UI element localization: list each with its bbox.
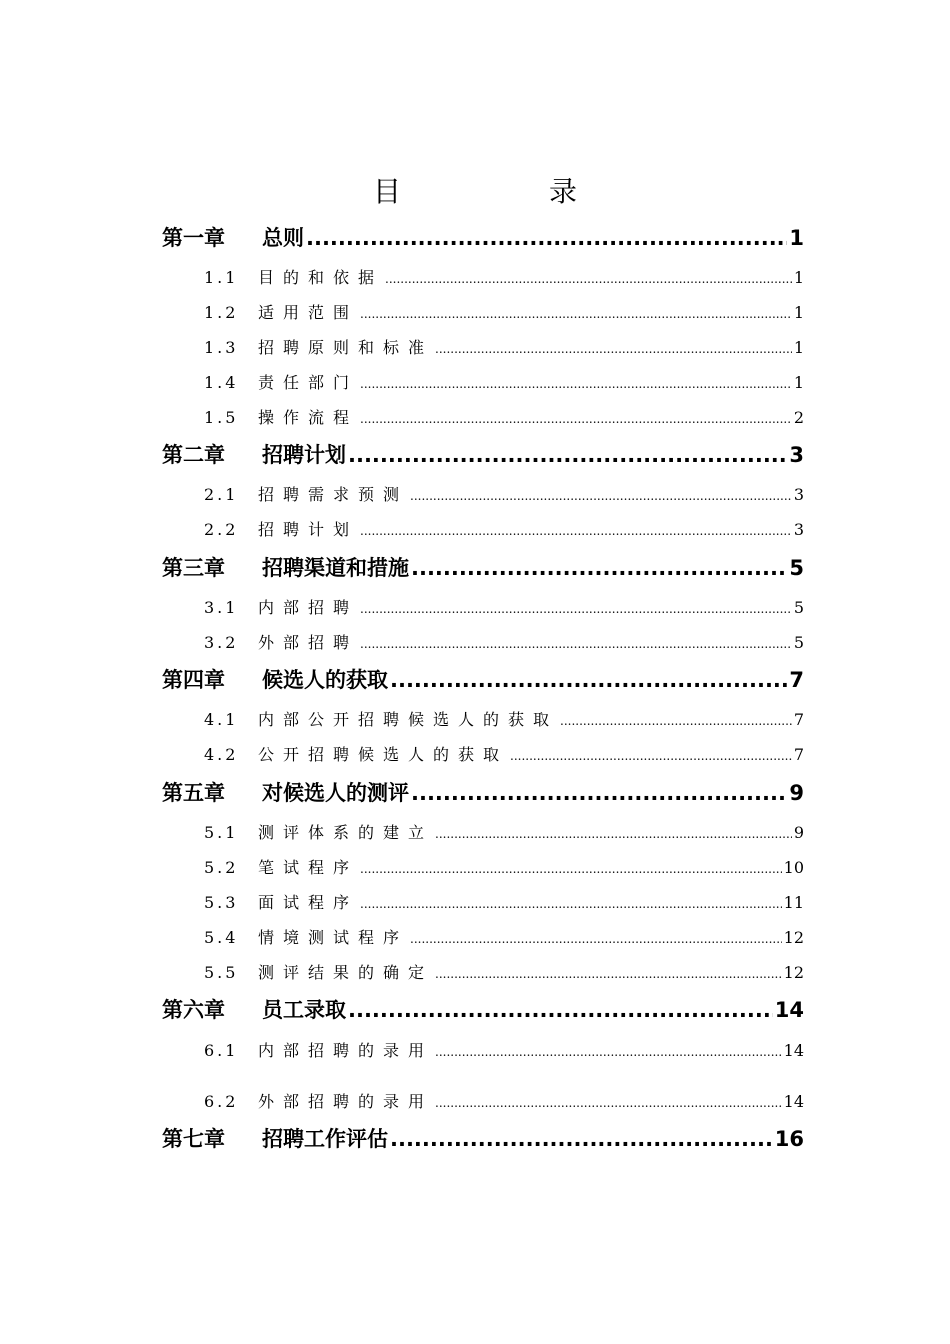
page-number: 14: [783, 1092, 804, 1111]
chapter-title: 对候选人的测评: [262, 781, 409, 805]
dot-leader: [435, 337, 792, 361]
section-number: 1.4: [204, 373, 239, 392]
chapter-title: 候选人的获取: [262, 668, 388, 692]
page-number: 10: [783, 858, 804, 877]
dot-leader: [510, 744, 792, 768]
toc-section-entry[interactable]: [204, 1090, 804, 1115]
toc-chapter-entry[interactable]: [162, 553, 804, 583]
section-number: 6.2: [204, 1092, 239, 1111]
section-number: 1.1: [204, 268, 239, 287]
toc-section-entry[interactable]: [204, 406, 804, 431]
section-number: 5.4: [204, 928, 239, 947]
toc-section-entry[interactable]: [204, 336, 804, 361]
chapter-number: 第五章: [162, 781, 225, 805]
dot-leader: [410, 484, 792, 508]
toc-section-entry[interactable]: [204, 483, 804, 508]
dot-leader: [390, 665, 787, 695]
toc-section-entry[interactable]: [204, 856, 804, 881]
section-number: 1.2: [204, 303, 239, 322]
page-number: 7: [789, 668, 804, 692]
chapter-title: 招聘计划: [262, 443, 346, 467]
section-number: 1.3: [204, 338, 239, 357]
section-title: 内部公开招聘候选人的获取: [258, 710, 559, 729]
section-number: 2.2: [204, 520, 239, 539]
dot-leader: [385, 267, 792, 291]
toc-section-entry[interactable]: [204, 926, 804, 951]
dot-leader: [435, 822, 792, 846]
page-number: 9: [789, 781, 804, 805]
section-title: 外部招聘的录用: [258, 1092, 434, 1111]
toc-chapter-entry[interactable]: [162, 1124, 804, 1154]
toc-chapter-entry[interactable]: [162, 440, 804, 470]
section-number: 5.1: [204, 823, 239, 842]
section-number: 6.1: [204, 1041, 239, 1060]
dot-leader: [360, 302, 792, 326]
page-number: 14: [783, 1041, 804, 1060]
dot-leader: [360, 597, 792, 621]
toc-section-entry[interactable]: [204, 518, 804, 543]
chapter-number: 第二章: [162, 443, 225, 467]
page-number: 3: [789, 443, 804, 467]
section-title: 笔试程序: [258, 858, 359, 877]
chapter-number: 第七章: [162, 1127, 225, 1151]
section-title: 适用范围: [258, 303, 359, 322]
section-title: 面试程序: [258, 893, 359, 912]
page-number: 3: [793, 485, 804, 504]
dot-leader: [360, 407, 792, 431]
section-number: 5.5: [204, 963, 239, 982]
toc-section-entry[interactable]: [204, 1039, 804, 1064]
toc-section-entry[interactable]: [204, 743, 804, 768]
toc-section-entry[interactable]: [204, 301, 804, 326]
toc-section-entry[interactable]: [204, 891, 804, 916]
dot-leader: [348, 440, 787, 470]
page-number: 5: [789, 556, 804, 580]
section-title: 招聘需求预测: [258, 485, 409, 504]
dot-leader: [435, 1040, 782, 1064]
chapter-title: 员工录取: [262, 998, 346, 1022]
page-number: 3: [793, 520, 804, 539]
section-number: 5.3: [204, 893, 239, 912]
dot-leader: [390, 1124, 773, 1154]
section-title: 测评体系的建立: [258, 823, 434, 842]
chapter-number: 第一章: [162, 226, 225, 250]
page-number: 9: [793, 823, 804, 842]
dot-leader: [348, 995, 773, 1025]
chapter-title: 招聘渠道和措施: [262, 556, 409, 580]
page-number: 11: [783, 893, 804, 912]
toc-chapter-entry[interactable]: [162, 223, 804, 253]
page-number: 1: [793, 268, 804, 287]
chapter-title: 总则: [262, 226, 304, 250]
toc-section-entry[interactable]: [204, 596, 804, 621]
toc-section-entry[interactable]: [204, 708, 804, 733]
section-number: 1.5: [204, 408, 239, 427]
toc-section-entry[interactable]: [204, 266, 804, 291]
page-number: 5: [793, 633, 804, 652]
page-number: 1: [793, 303, 804, 322]
dot-leader: [360, 519, 792, 543]
dot-leader: [411, 553, 787, 583]
chapter-number: 第四章: [162, 668, 225, 692]
dot-leader: [435, 962, 782, 986]
chapter-title: 招聘工作评估: [262, 1127, 388, 1151]
page-number: 7: [793, 745, 804, 764]
page-number: 2: [793, 408, 804, 427]
section-number: 5.2: [204, 858, 239, 877]
section-title: 外部招聘: [258, 633, 359, 652]
chapter-number: 第三章: [162, 556, 225, 580]
page-title: 目 录: [372, 175, 637, 208]
page-number: 1: [793, 338, 804, 357]
section-number: 4.1: [204, 710, 239, 729]
section-title: 操作流程: [258, 408, 359, 427]
toc-chapter-entry[interactable]: [162, 995, 804, 1025]
page-number: 12: [783, 928, 804, 947]
page-number: 1: [789, 226, 804, 250]
toc-section-entry[interactable]: [204, 371, 804, 396]
dot-leader: [411, 778, 787, 808]
dot-leader: [560, 709, 792, 733]
toc-section-entry[interactable]: [204, 631, 804, 656]
section-number: 3.2: [204, 633, 239, 652]
toc-chapter-entry[interactable]: [162, 778, 804, 808]
section-title: 招聘计划: [258, 520, 359, 539]
dot-leader: [306, 223, 787, 253]
section-title: 目的和依据: [258, 268, 384, 287]
section-title: 公开招聘候选人的获取: [258, 745, 509, 764]
section-number: 3.1: [204, 598, 239, 617]
page-number: 14: [774, 998, 804, 1022]
page-number: 1: [793, 373, 804, 392]
page-number: 12: [783, 963, 804, 982]
page-number: 7: [793, 710, 804, 729]
toc-section-entry[interactable]: [204, 961, 804, 986]
page-number: 16: [774, 1127, 804, 1151]
section-title: 情境测试程序: [258, 928, 409, 947]
dot-leader: [360, 857, 782, 881]
section-number: 4.2: [204, 745, 239, 764]
dot-leader: [360, 372, 792, 396]
dot-leader: [410, 927, 782, 951]
chapter-number: 第六章: [162, 998, 225, 1022]
toc-chapter-entry[interactable]: [162, 665, 804, 695]
page-number: 5: [793, 598, 804, 617]
toc-section-entry[interactable]: [204, 821, 804, 846]
section-title: 内部招聘: [258, 598, 359, 617]
section-title: 内部招聘的录用: [258, 1041, 434, 1060]
section-number: 2.1: [204, 485, 239, 504]
dot-leader: [360, 892, 782, 916]
section-title: 招聘原则和标准: [258, 338, 434, 357]
dot-leader: [360, 632, 792, 656]
section-title: 责任部门: [258, 373, 359, 392]
section-title: 测评结果的确定: [258, 963, 434, 982]
dot-leader: [435, 1091, 782, 1115]
